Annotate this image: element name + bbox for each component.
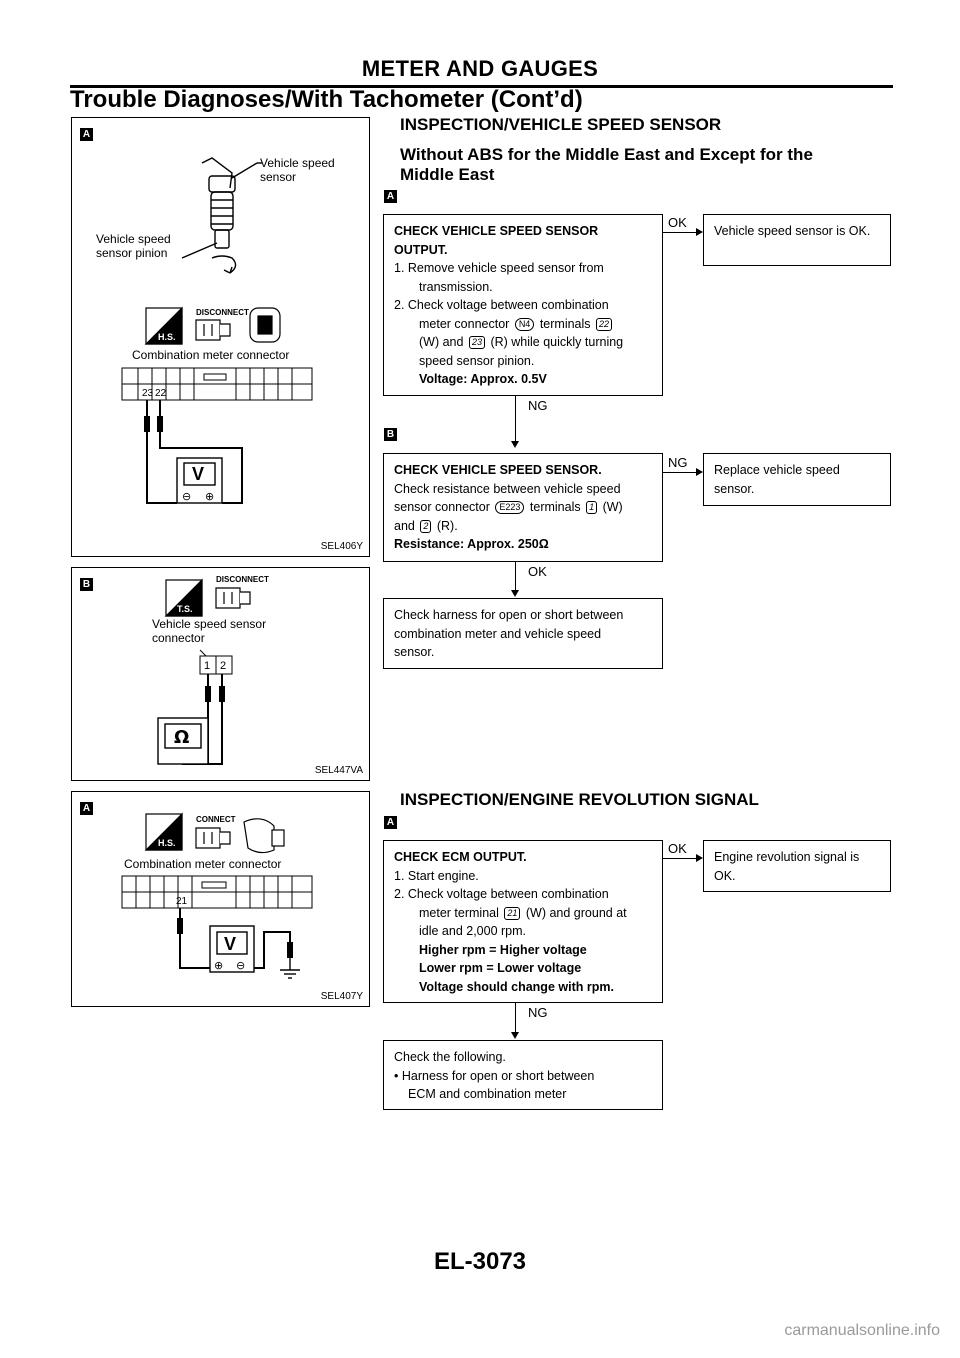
branch-ok-label: OK [528,564,547,579]
speed-sensor-resistance-diagram [72,568,369,780]
step-spec: Higher rpm = Higher voltage [419,942,587,957]
pin-1: 1 [204,660,211,672]
connector-line [663,472,696,473]
step-line: 2. Check voltage between combination [394,298,609,312]
step-line: 1. Remove vehicle speed sensor from [394,261,604,275]
label-on: ON [257,322,273,336]
result-text: Vehicle speed sensor is OK. [714,224,871,238]
label-combination-meter-connector: Combination meter connector [124,857,282,871]
terminal-icon: 2 [420,520,431,533]
step-check-speed-sensor [383,453,663,562]
arrow-down [511,590,519,597]
step-line: Check the following. [394,1050,506,1064]
label-combination-meter-connector: Combination meter connector [132,348,290,362]
figure-badge: A [80,802,93,815]
connector-line [515,396,516,441]
watermark: carmanualsonline.info [784,1322,940,1339]
section-title-speed-sensor: INSPECTION/VEHICLE SPEED SENSOR [400,115,722,134]
connector-icon: N4 [515,318,535,331]
terminal-icon: 21 [504,907,520,920]
step-spec: Voltage: Approx. 0.5V [419,372,547,386]
label-vehicle-speed-2: Vehicle speed [96,232,171,246]
speed-sensor-voltage-diagram [72,118,369,556]
step-line: and 2 (R). [394,518,458,533]
step-spec: Voltage should change with rpm. [419,979,614,994]
step-badge-b: B [384,428,397,441]
connector-line [663,858,696,859]
step-check-speed-sensor-output [383,214,663,396]
step-line: 2. Check voltage between combination [394,887,609,901]
step-line: transmission. [419,279,493,294]
label-ts: T.S. [177,604,193,614]
step-line: (W) and 23 (R) while quickly turning [419,335,624,349]
terminal-icon: 1 [586,501,597,514]
pin-23: 23 [142,388,154,399]
label-disconnect: DISCONNECT [216,575,269,584]
label-hs: H.S. [158,332,176,342]
step-check-harness [383,598,663,669]
arrow-right [696,228,703,236]
label-hs: H.S. [158,838,176,848]
step-heading: CHECK ECM OUTPUT. [394,850,527,864]
step-heading: CHECK VEHICLE SPEED SENSOR. [394,463,602,477]
step-line: meter terminal 21 (W) and ground at [419,905,627,920]
meter-minus: ⊖ [236,959,246,972]
branch-ok-label: OK [668,841,687,856]
section-header-title: METER AND GAUGES [361,56,599,81]
meter-plus: ⊕ [205,490,215,503]
pin-22: 22 [155,388,167,399]
step-line: speed sensor pinion. [419,353,535,368]
arrow-down [511,441,519,448]
step-line: 1. Start engine. [394,868,479,883]
figure-code: SEL447VA [314,765,363,776]
step-spec: Resistance: Approx. 250Ω [394,537,549,551]
step-line: Check resistance between vehicle speed [394,481,621,496]
result-replace-sensor [703,453,891,506]
connector-icon: E223 [495,501,524,514]
step-line: combination meter and vehicle speed [394,626,602,641]
section-subtitle-line1: Without ABS for the Middle East and Except for the [400,145,813,164]
branch-ok-label: OK [668,215,687,230]
branch-ng-label: NG [528,398,548,413]
step-heading: CHECK VEHICLE SPEED SENSOR [394,224,599,238]
result-text: Engine revolution signal is OK. [714,850,860,883]
label-connector: connector [152,631,205,645]
pin-2: 2 [220,660,227,672]
meter-plus: ⊕ [214,959,224,972]
label-sensor: sensor [260,170,297,184]
step-line: meter connector N4 terminals 22 [394,315,652,334]
figure-badge: B [80,578,93,591]
figure-speed-sensor-voltage [71,117,370,557]
label-sensor-pinion: sensor pinion [96,246,168,260]
result-text: Replace vehicle speed sensor. [714,463,840,496]
step-line: Check harness for open or short between [394,608,624,622]
pin-21: 21 [176,896,188,907]
step-line: idle and 2,000 rpm. [419,924,527,938]
terminal-icon: 22 [596,318,612,331]
step-line: sensor connector E223 terminals 1 (W) [394,500,623,514]
step-spec: Lower rpm = Lower voltage [419,961,582,975]
connector-line [515,1003,516,1032]
branch-ng-label: NG [528,1005,548,1020]
page-title: Trouble Diagnoses/With Tachometer (Cont’d) [70,86,583,113]
result-speed-sensor-ok [703,214,891,266]
step-badge-a: A [384,816,397,829]
connector-line [663,232,696,233]
meter-minus: ⊖ [182,490,192,503]
terminal-icon: 23 [469,336,485,349]
meter-ohm-label: Ω [174,727,190,748]
arrow-down [511,1032,519,1039]
label-connect: CONNECT [196,815,236,824]
step-bullet: • Harness for open or short between [394,1068,595,1083]
label-disconnect: DISCONNECT [196,308,249,317]
figure-ecm-output [71,791,370,1007]
arrow-right [696,854,703,862]
figure-code: SEL407Y [320,991,363,1002]
result-engine-signal-ok [703,840,891,892]
connector-line [515,562,516,590]
page-number: EL-3073 [433,1248,527,1275]
label-vehicle-speed: Vehicle speed [260,156,335,170]
figure-badge: A [80,128,93,141]
arrow-right [696,468,703,476]
step-heading-cont: OUTPUT. [394,242,448,257]
step-check-ecm-output [383,840,663,1003]
figure-code: SEL406Y [320,541,363,552]
section-title-engine-revolution: INSPECTION/ENGINE REVOLUTION SIGNAL [400,790,759,809]
step-line: sensor. [394,645,435,659]
step-check-following [383,1040,663,1110]
figure-speed-sensor-resistance [71,567,370,781]
ecm-output-diagram [72,792,369,1006]
section-subtitle-line2: Middle East [400,165,495,184]
meter-v-label: V [192,464,205,484]
branch-ng-label: NG [668,455,688,470]
step-badge-a: A [384,190,397,203]
label-vehicle-speed-sensor: Vehicle speed sensor [152,617,267,631]
step-line: ECM and combination meter [408,1087,567,1101]
meter-v-label: V [224,934,237,954]
